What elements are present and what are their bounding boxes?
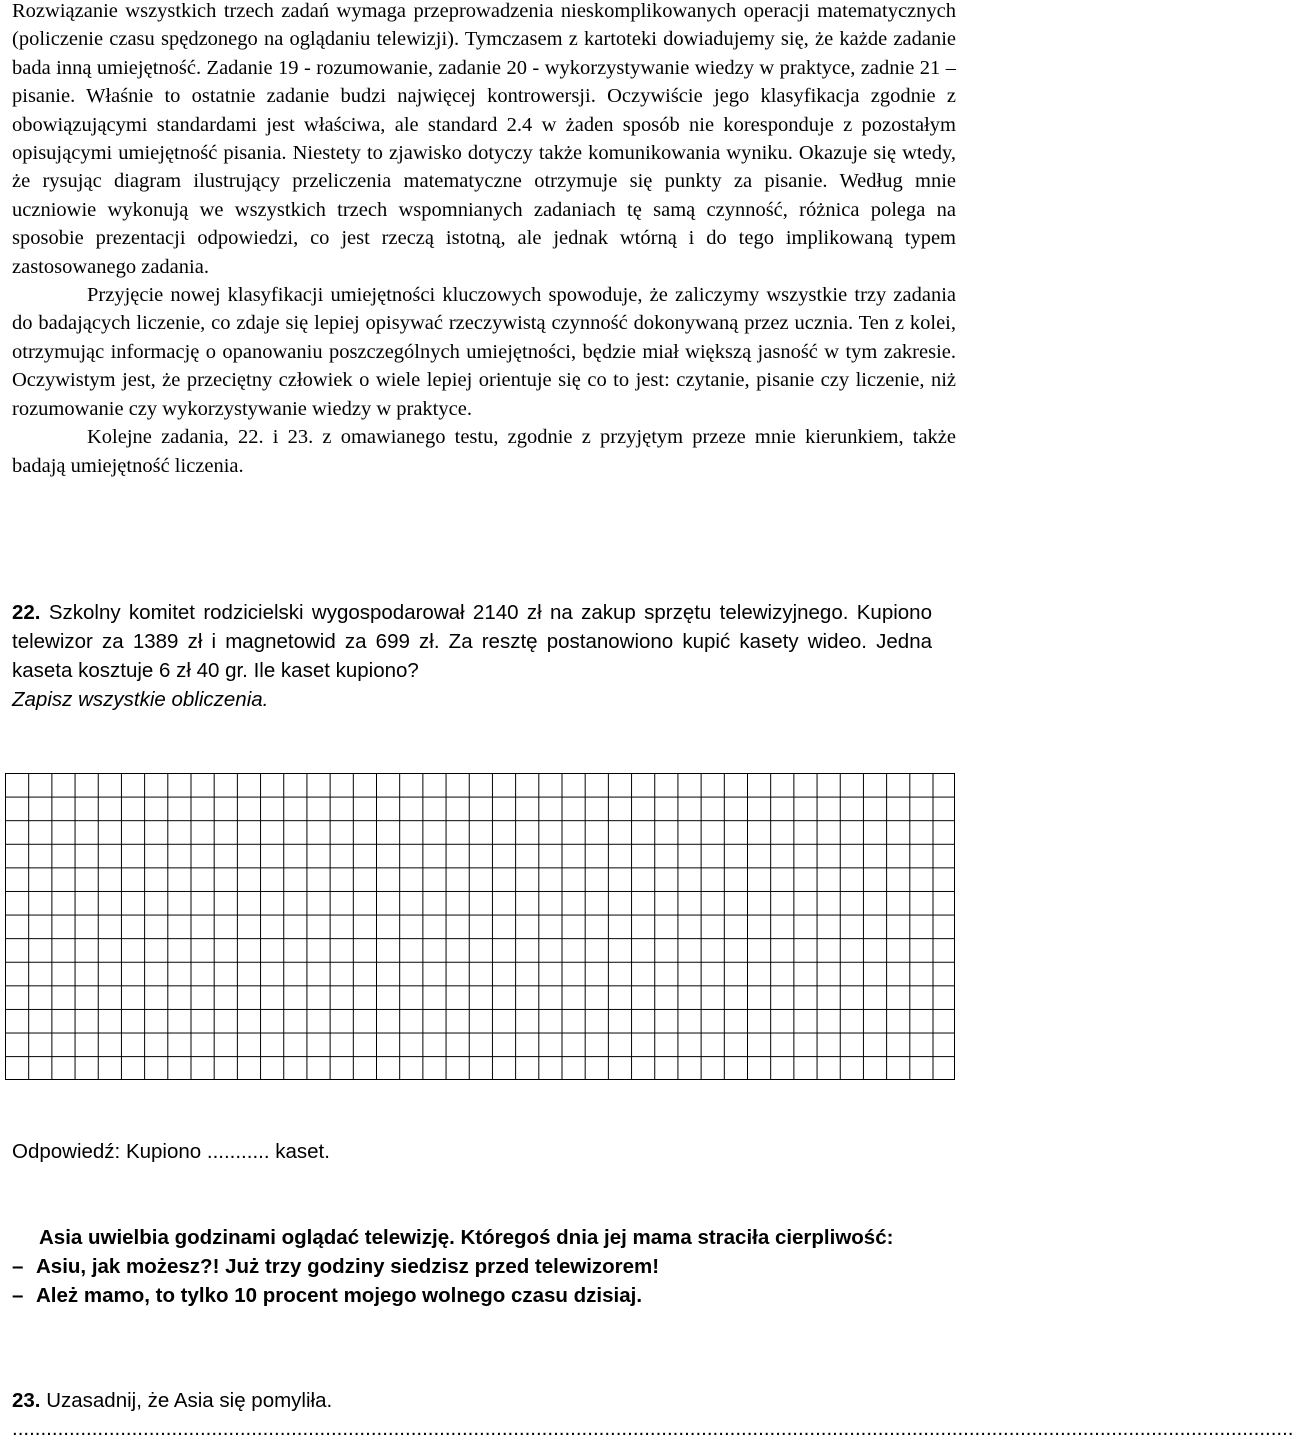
dialog-text-1: Asiu, jak możesz?! Już trzy godziny siedzisz przed telewizorem! bbox=[36, 1255, 660, 1278]
paragraph-1: Rozwiązanie wszystkich trzech zadań wymaga przeprowadzenia nieskomplikowanych operacji matematycznych (policzenie czasu spędzonego na oglądaniu telewizji). Tymczasem z kartoteki dowiadujemy się, że każde zadanie bada inną umiejętność. Zadanie 19 - rozumowanie, zadanie 20 - wykorzystywanie wiedzy w praktyce, zadnie 21 – pisanie. Właśnie to ostatnie zadanie budzi najwięcej kontrowersji. Oczywiście jego klasyfikacja zgodnie z obowiązującymi standardami jest właściwa, ale standard 2.4 w żaden sposób nie koresponduje z pozostałym opisującymi umiejętność pisania. Niestety to zjawisko dotyczy także komunikowania wyniku. Okazuje się wtedy, że rysując diagram ilustrujący przeliczenia matematyczne otrzymuje się punkty za pisanie. Według mnie uczniowie wykonują we wszystkich trzech wspomnianych zadaniach tę samą czynność, różnica polega na sposobie prezentacji odpowiedzi, co jest rzeczą istotną, ale jednak wtórną i do tego implikowaną typem zastosowanego zadania. bbox=[12, 0, 956, 278]
story-lead: Asia uwielbia godzinami oglądać telewizję. Któregoś dnia jej mama straciła cierpliwość: bbox=[39, 1226, 894, 1249]
paragraph-3: Kolejne zadania, 22. i 23. z omawianego testu, zgodnie z przyjętym przeze mnie kierunkiem, także badają umiejętność liczenia. bbox=[12, 426, 956, 477]
task-23-question: Uzasadnij, że Asia się pomyliła. bbox=[46, 1389, 333, 1412]
task-23-number: 23. bbox=[12, 1389, 41, 1412]
dash-mark: – bbox=[12, 1284, 24, 1307]
task-22-text: Szkolny komitet rodzicielski wygospodarował 2140 zł na zakup sprzętu telewizyjnego. Kupiono telewizor za 1389 zł i magnetowid za 699 zł. Za resztę postanowiono kupić kasety wideo. Jedna kaseta kosztuje 6 zł 40 gr. Ile kaset kupiono? bbox=[12, 601, 932, 682]
task-23 bbox=[12, 1386, 332, 1415]
task-22-instruction: Zapisz wszystkie obliczenia. bbox=[12, 688, 269, 711]
article-prose bbox=[12, 0, 956, 480]
dialog-line-1 bbox=[12, 1252, 956, 1281]
task-22-answer-line: Odpowiedź: Kupiono ........... kaset. bbox=[12, 1140, 330, 1163]
paragraph-2: Przyjęcie nowej klasyfikacji umiejętności kluczowych spowoduje, że zaliczymy wszystkie trzy zadania do badających liczenie, co zdaje się lepiej opisywać rzeczywistą czynność dokonywaną przez ucznia. Ten z kolei, otrzymując informację o opanowaniu poszczególnych umiejętności, będzie miał większą jasność w tym zakresie. Oczywistym jest, że przeciętny człowiek o wiele lepiej orientuje się co to jest: czytanie, pisanie czy liczenie, niż rozumowanie czy wykorzystywanie wiedzy w praktyce. bbox=[12, 284, 956, 420]
task-23-story bbox=[12, 1223, 956, 1310]
answer-dotted-line[interactable]: ................................................................................................................................................................................................................................. bbox=[12, 1417, 1294, 1440]
task-22-number: 22. bbox=[12, 601, 41, 624]
dialog-line-2 bbox=[12, 1281, 956, 1310]
calculation-grid[interactable] bbox=[5, 773, 955, 1080]
dialog-text-2: Ależ mamo, to tylko 10 procent mojego wolnego czasu dzisiaj. bbox=[36, 1284, 643, 1307]
task-22 bbox=[12, 598, 932, 714]
task-22-question bbox=[12, 598, 932, 685]
dash-mark: – bbox=[12, 1255, 24, 1278]
